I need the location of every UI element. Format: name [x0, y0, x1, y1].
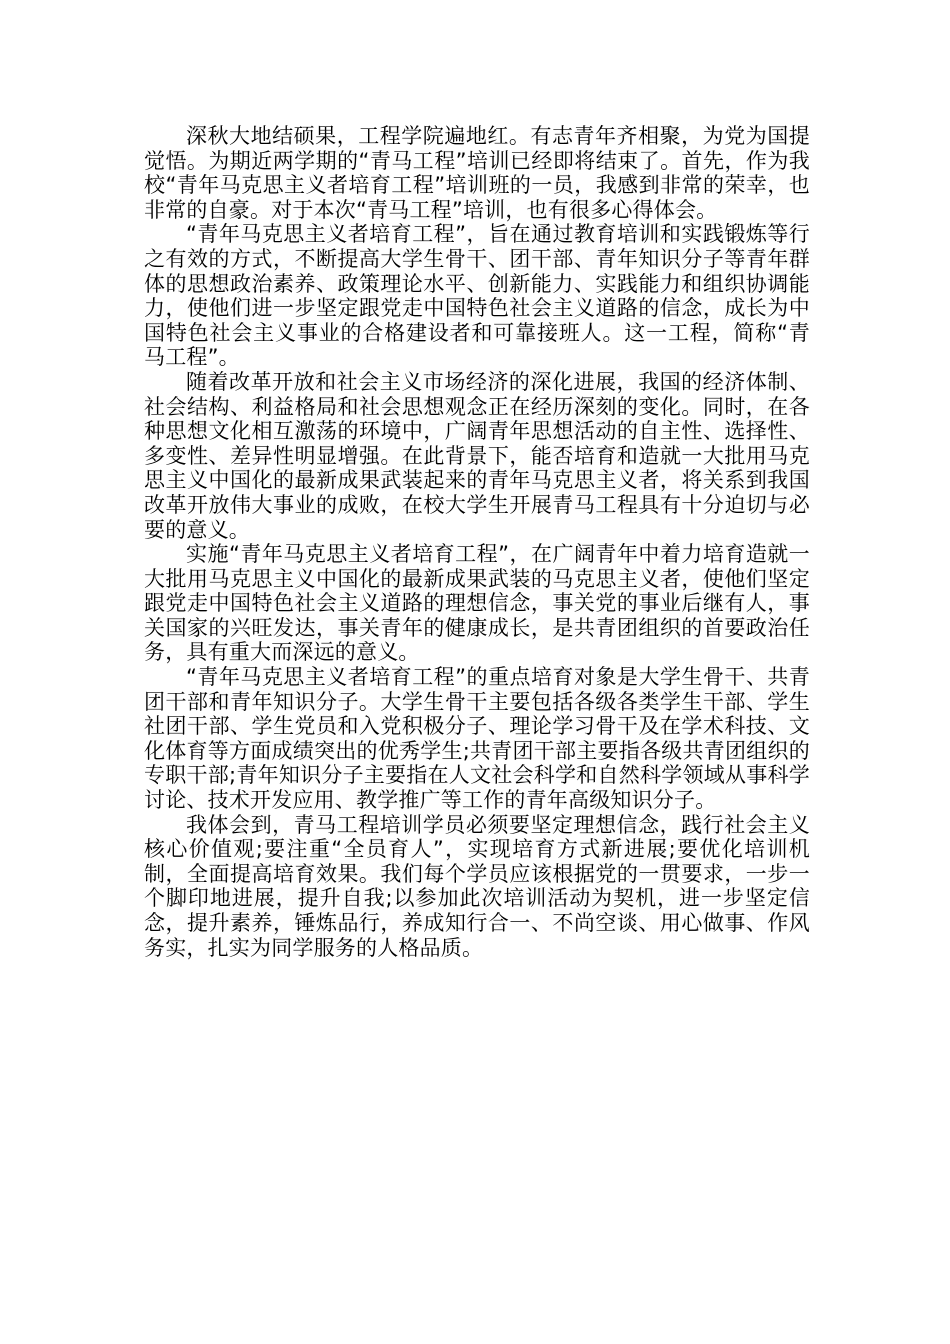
- paragraph-1: 深秋大地结硕果，工程学院遍地红。有志青年齐相聚，为党为国提觉悟。为期近两学期的“青马工程”培训已经即将结束了。首先，作为我校“青年马克思主义者培育工程”培训班的一员，我感到非常的荣幸，也非常的自豪。对于本次“青马工程”培训，也有很多心得体会。: [144, 124, 810, 222]
- paragraph-5: “青年马克思主义者培育工程”的重点培育对象是大学生骨干、共青团干部和青年知识分子。大学生骨干主要包括各级各类学生干部、学生社团干部、学生党员和入党积极分子、理论学习骨干及在学术科技、文化体育等方面成绩突出的优秀学生;共青团干部主要指各级共青团组织的专职干部;青年知识分子主要指在人文社会科学和自然科学领域从事科学讨论、技术开发应用、教学推广等工作的青年高级知识分子。: [144, 665, 810, 813]
- document-body: [144, 124, 810, 960]
- paragraph-4: 实施“青年马克思主义者培育工程”，在广阔青年中着力培育造就一大批用马克思主义中国化的最新成果武装的马克思主义者，使他们坚定跟党走中国特色社会主义道路的理想信念，事关党的事业后继有人，事关国家的兴旺发达，事关青年的健康成长，是共青团组织的首要政治任务，具有重大而深远的意义。: [144, 542, 810, 665]
- paragraph-6: 我体会到，青马工程培训学员必须要坚定理想信念，践行社会主义核心价值观;要注重“全员育人”，实现培育方式新进展;要优化培训机制，全面提高培育效果。我们每个学员应该根据党的一贯要求，一步一个脚印地进展，提升自我;以参加此次培训活动为契机，进一步坚定信念，提升素养，锤炼品行，养成知行合一、不尚空谈、用心做事、作风务实，扎实为同学服务的人格品质。: [144, 812, 810, 960]
- paragraph-3: 随着改革开放和社会主义市场经济的深化进展，我国的经济体制、社会结构、利益格局和社会思想观念正在经历深刻的变化。同时，在各种思想文化相互激荡的环境中，广阔青年思想活动的自主性、选择性、多变性、差异性明显增强。在此背景下，能否培育和造就一大批用马克思主义中国化的最新成果武装起来的青年马克思主义者，将关系到我国改革开放伟大事业的成败，在校大学生开展青马工程具有十分迫切与必要的意义。: [144, 369, 810, 542]
- paragraph-2: “青年马克思主义者培育工程”，旨在通过教育培训和实践锻炼等行之有效的方式，不断提高大学生骨干、团干部、青年知识分子等青年群体的思想政治素养、政策理论水平、创新能力、实践能力和组织协调能力，使他们进一步坚定跟党走中国特色社会主义道路的信念，成长为中国特色社会主义事业的合格建设者和可靠接班人。这一工程，简称“青马工程”。: [144, 222, 810, 370]
